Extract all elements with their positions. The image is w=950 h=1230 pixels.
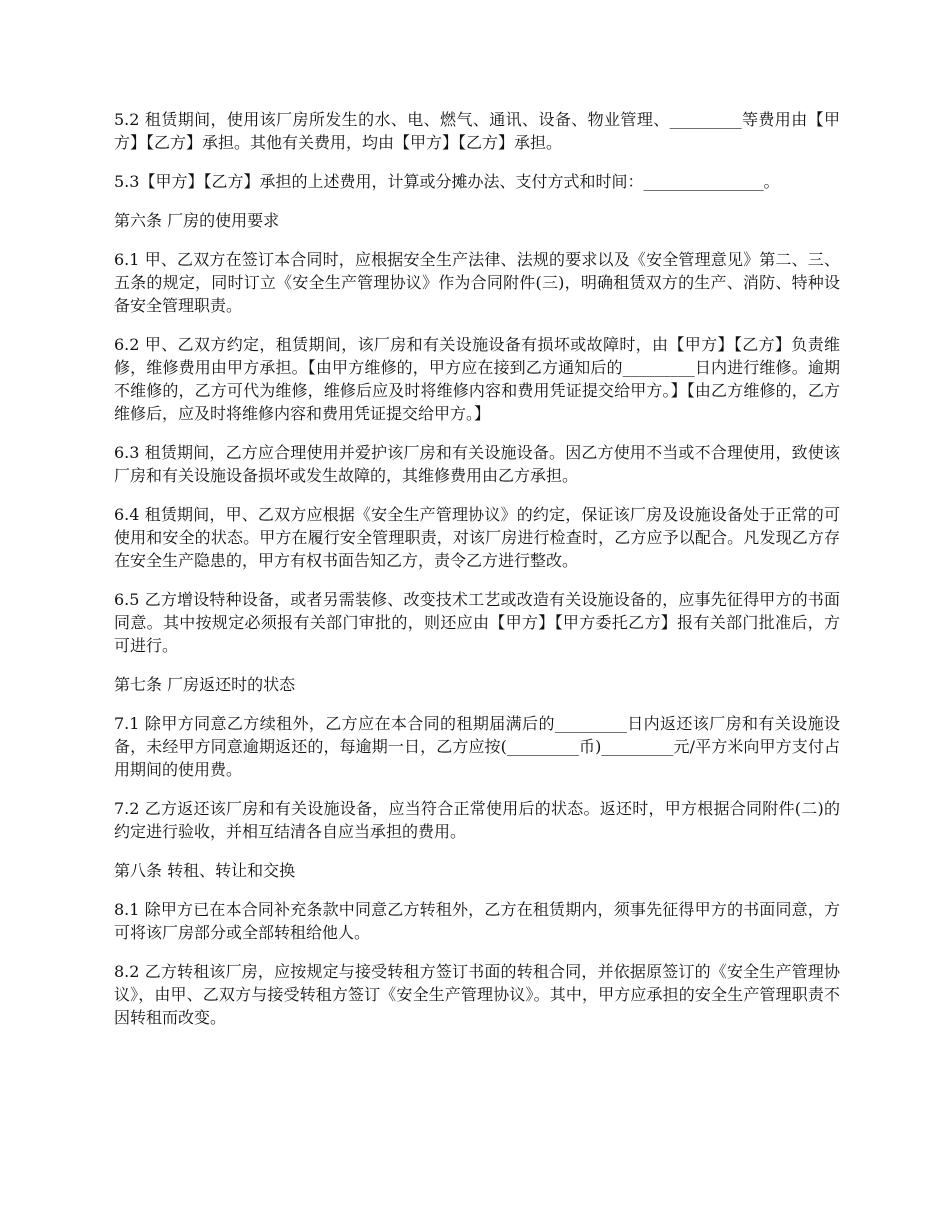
document-body (114, 108, 840, 1045)
clause-6-5: 6.5 乙方增设特种设备，或者另需装修、改变技术工艺或改造有关设施设备的，应事先征得甲方的书面同意。其中按规定必须报有关部门审批的，则还应由【甲方】【甲方委托乙方】报有关部门批准后，方可进行。 (114, 590, 840, 655)
clause-5-3: 5.3【甲方】【乙方】承担的上述费用，计算或分摊办法、支付方式和时间：_______________。 (114, 172, 780, 191)
clause-6-3: 6.3 租赁期间，乙方应合理使用并爱护该厂房和有关设施设备。因乙方使用不当或不合理使用，致使该厂房和有关设施设备损坏或发生故障的，其维修费用由乙方承担。 (114, 443, 840, 485)
clause-6-2: 6.2 甲、乙双方约定，租赁期间，该厂房和有关设施设备有损坏或故障时，由【甲方】【乙方】负责维修，维修费用由甲方承担。【由甲方维修的，甲方应在接到乙方通知后的_________日内进行维修。逾期不维修的，乙方可代为维修，维修后应及时将维修内容和费用凭证提交给甲方。】【由乙方维修的，乙方维修后，应及时将维修内容和费用凭证提交给甲方。】 (114, 335, 840, 423)
clause-5-2: 5.2 租赁期间，使用该厂房所发生的水、电、燃气、通讯、设备、物业管理、_________等费用由【甲方】【乙方】承担。其他有关费用，均由【甲方】【乙方】承担。 (114, 110, 840, 152)
clause-8-2: 8.2 乙方转租该厂房，应按规定与接受转租方签订书面的转租合同，并依据原签订的《安全生产管理协议》，由甲、乙双方与接受转租方签订《安全生产管理协议》。其中，甲方应承担的安全生产管理职责不因转租而改变。 (114, 962, 840, 1027)
article-8-heading: 第八条 转租、转让和交换 (114, 861, 296, 880)
article-6-heading: 第六条 厂房的使用要求 (114, 211, 280, 230)
article-7-heading: 第七条 厂房返还时的状态 (114, 675, 296, 694)
clause-8-1: 8.1 除甲方已在本合同补充条款中同意乙方转租外，乙方在租赁期内，须事先征得甲方的书面同意，方可将该厂房部分或全部转租给他人。 (114, 900, 840, 942)
clause-7-1: 7.1 除甲方同意乙方续租外，乙方应在本合同的租期届满后的_________日内返还该厂房和有关设施设备，未经甲方同意逾期返还的，每逾期一日，乙方应按(_________币)_________元/平方米向甲方支付占用期间的使用费。 (114, 714, 840, 779)
clause-7-2: 7.2 乙方返还该厂房和有关设施设备，应当符合正常使用后的状态。返还时，甲方根据合同附件(二)的约定进行验收，并相互结清各自应当承担的费用。 (114, 799, 840, 841)
clause-6-1: 6.1 甲、乙双方在签订本合同时，应根据安全生产法律、法规的要求以及《安全管理意见》第二、三、五条的规定，同时订立《安全生产管理协议》作为合同附件(三)，明确租赁双方的生产、消防、特种设备安全管理职责。 (114, 250, 840, 315)
clause-6-4: 6.4 租赁期间，甲、乙双方应根据《安全生产管理协议》的约定，保证该厂房及设施设备处于正常的可使用和安全的状态。甲方在履行安全管理职责，对该厂房进行检查时，乙方应予以配合。凡发现乙方存在安全生产隐患的，甲方有权书面告知乙方，责令乙方进行整改。 (114, 505, 840, 570)
